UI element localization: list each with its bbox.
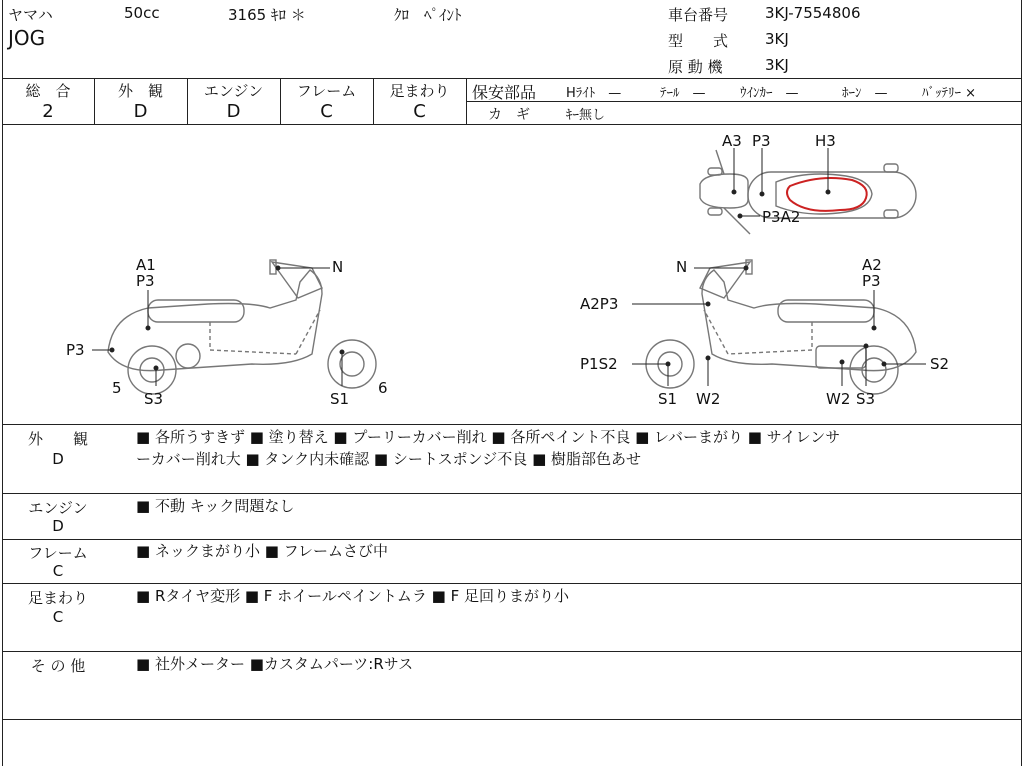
label-n-right: N — [676, 258, 688, 276]
label-5: 5 — [112, 379, 122, 397]
model-name: JOG — [8, 26, 46, 50]
engine-model: 3KJ — [765, 56, 789, 74]
color: ｸﾛ ﾍﾟｲﾝﾄ — [394, 6, 462, 24]
remark-category-engine: エンジン — [28, 499, 88, 517]
model-type: 3KJ — [765, 30, 789, 48]
frame-number-label: 車台番号 — [668, 6, 729, 24]
label-a1: A1 — [136, 256, 156, 274]
label-a2p3: A2P3 — [580, 295, 619, 313]
label-s2: S2 — [930, 355, 950, 373]
grade-header-overall: 総 合 — [25, 82, 71, 100]
label-a2: A2 — [862, 256, 882, 274]
label-p3-front: P3 — [66, 341, 85, 359]
remark-line-other: ■ 社外メーター ■カスタムパーツ:Rサス — [136, 655, 414, 673]
divider — [2, 493, 1021, 494]
divider — [2, 651, 1021, 652]
label-n-left: N — [332, 258, 344, 276]
grade-overall: 2 — [42, 101, 54, 122]
remark-line-suspension: ■ Rタイヤ変形 ■ F ホイールペイントムラ ■ F 足回りまがり小 — [136, 587, 569, 605]
label-s1-left: S1 — [330, 390, 350, 408]
divider — [2, 719, 1021, 720]
displacement: 50cc — [124, 4, 160, 22]
maker: ヤマハ — [8, 6, 53, 24]
divider — [467, 101, 1021, 102]
safety-headlight: Hﾗｲﾄ — — [566, 86, 622, 101]
remark-category-suspension: 足まわり — [27, 589, 88, 607]
remark-grade-exterior: D — [52, 450, 64, 468]
label-h3: H3 — [815, 132, 836, 150]
divider — [2, 583, 1021, 584]
grade-header-exterior: 外 観 — [117, 82, 163, 100]
mileage: 3165 ｷﾛ ＊ — [228, 6, 306, 24]
label-s1-right: S1 — [658, 390, 678, 408]
remark-line-exterior-2: ーカバー削れ大 ■ タンク内未確認 ■ シートスポンジ不良 ■ 樹脂部色あせ — [136, 450, 642, 468]
grade-header-suspension: 足まわり — [389, 82, 450, 100]
safety-battery: ﾊﾞｯﾃﾘｰ × — [922, 86, 977, 101]
remark-line-exterior-1: ■ 各所うすきず ■ 塗り替え ■ プーリーカバー削れ ■ 各所ペイント不良 ■ レバーまがり ■ サイレンサ — [136, 428, 841, 446]
label-p1s2: P1S2 — [580, 355, 618, 373]
label-p3a2: P3A2 — [762, 208, 801, 226]
divider — [2, 424, 1021, 425]
damage-mark — [787, 178, 867, 211]
grade-suspension: C — [413, 101, 426, 122]
key-value: ｷｰ無し — [566, 108, 606, 123]
safety-horn: ﾎｰﾝ — — [842, 86, 888, 101]
divider — [466, 78, 467, 124]
label-w2-rear: W2 — [826, 390, 851, 408]
safety-title: 保安部品 — [472, 83, 537, 102]
grade-frame: C — [320, 101, 333, 122]
remark-line-frame: ■ ネックまがり小 ■ フレームさび中 — [136, 542, 389, 560]
remark-grade-suspension: C — [52, 608, 64, 626]
label-p3-right: P3 — [862, 272, 881, 290]
safety-tail: ﾃｰﾙ — — [660, 86, 706, 101]
right-view-leaders — [632, 266, 926, 386]
grade-header-engine: エンジン — [203, 82, 264, 100]
remark-grade-frame: C — [52, 562, 64, 580]
label-s3-right: S3 — [856, 390, 876, 408]
key-label: カ ギ — [488, 107, 530, 123]
label-p3-left: P3 — [136, 272, 155, 290]
label-a3: A3 — [722, 132, 742, 150]
frame-number: 3KJ-7554806 — [765, 4, 861, 22]
remark-grade-engine: D — [52, 517, 64, 535]
model-type-label: 型 式 — [668, 32, 729, 50]
engine-label: 原 動 機 — [668, 58, 723, 76]
label-6: 6 — [378, 379, 388, 397]
divider — [2, 78, 1021, 79]
label-s3-left: S3 — [144, 390, 164, 408]
remark-category-exterior: 外 観 — [27, 430, 88, 448]
bike-diagram — [0, 125, 1024, 423]
label-w2-front: W2 — [696, 390, 721, 408]
remark-line-engine: ■ 不動 キック問題なし — [136, 497, 295, 515]
label-p3: P3 — [752, 132, 771, 150]
grade-exterior: D — [133, 101, 148, 122]
safety-winker: ｳｲﾝｶｰ — — [740, 86, 799, 101]
grade-header-frame: フレーム — [296, 82, 357, 100]
remark-category-frame: フレーム — [28, 544, 88, 562]
remark-category-other: そ の 他 — [30, 657, 86, 675]
grade-engine: D — [226, 101, 241, 122]
